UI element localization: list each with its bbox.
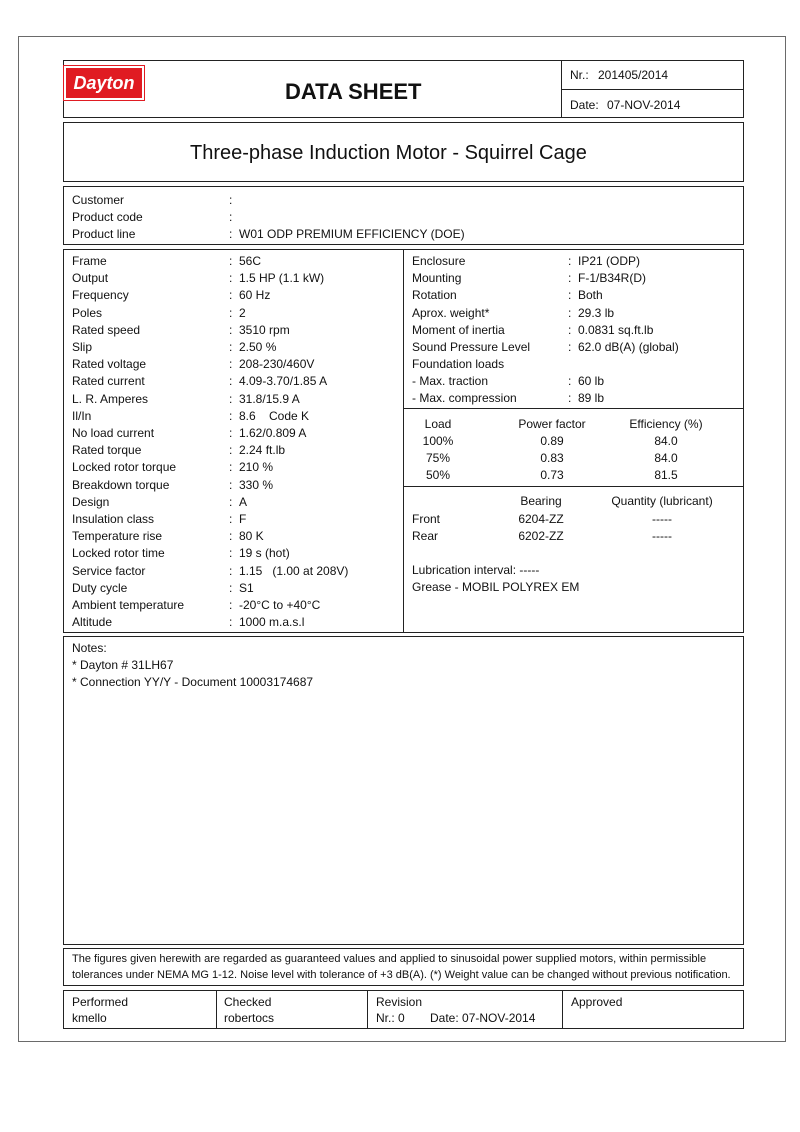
spec-value: 208-230/460V <box>239 357 315 372</box>
spec-label: Enclosure <box>412 254 466 268</box>
load-table-cell: 84.0 <box>654 451 678 465</box>
note-line: * Connection YY/Y - Document 10003174687 <box>72 675 314 689</box>
info-label: Product code <box>72 210 143 224</box>
bearing-model: 6202-ZZ <box>518 529 564 543</box>
separator-colon: : <box>229 305 233 320</box>
spec-label: Rated speed <box>72 322 141 337</box>
separator-colon: : <box>229 322 233 337</box>
spec-value: 80 K <box>239 529 264 544</box>
separator-colon: : <box>229 374 233 389</box>
spec-value: 19 s (hot) <box>239 546 290 561</box>
foundation-label: - Max. compression <box>412 391 517 405</box>
separator-colon: : <box>568 374 572 388</box>
spec-value: 0.0831 sq.ft.lb <box>578 322 654 337</box>
spec-value: F-1/B34R(D) <box>578 271 647 286</box>
load-table-header: Efficiency (%) <box>629 417 703 431</box>
spec-label: Output <box>72 271 109 286</box>
spec-label: No load current <box>72 426 155 440</box>
spec-value: -20°C to +40°C <box>239 598 321 612</box>
spec-value: 2.50 % <box>239 340 277 354</box>
separator-colon: : <box>229 340 233 354</box>
date-value: 07-NOV-2014 <box>607 98 681 112</box>
grease-type: Grease - MOBIL POLYREX EM <box>412 580 580 594</box>
performed-value: kmello <box>72 1011 107 1025</box>
bearing-quantity: ----- <box>652 529 672 543</box>
bearing-quantity: ----- <box>652 512 672 526</box>
footnote-line-1: The figures given herewith are regarded as guaranteed values and applied to sinusoidal power supplied motors, within permissible <box>72 953 707 965</box>
spec-value: 62.0 dB(A) (global) <box>578 340 679 354</box>
spec-label: Il/In <box>72 408 92 423</box>
spec-value: 29.3 lb <box>578 305 615 320</box>
checked-label: Checked <box>224 995 272 1009</box>
spec-value: 2 <box>239 305 246 320</box>
bearing-position: Front <box>412 512 441 526</box>
load-table-cell: 0.89 <box>540 434 564 448</box>
spec-label: Temperature rise <box>72 529 163 544</box>
separator-colon: : <box>229 408 233 423</box>
separator-colon: : <box>229 193 233 207</box>
load-table-cell: 81.5 <box>654 468 678 482</box>
spec-value: 1.5 HP (1.1 kW) <box>239 271 325 286</box>
performed-label: Performed <box>72 995 129 1009</box>
spec-label: Insulation class <box>72 512 155 526</box>
load-table-cell: 0.83 <box>540 451 564 465</box>
separator-colon: : <box>229 288 233 303</box>
separator-colon: : <box>229 512 233 526</box>
date-label: Date: <box>570 98 599 112</box>
separator-colon: : <box>229 391 233 406</box>
load-table-cell: 0.73 <box>540 468 564 482</box>
spec-label: Altitude <box>72 615 113 630</box>
separator-colon: : <box>229 580 233 595</box>
spec-value: 3510 rpm <box>239 322 290 337</box>
separator-colon: : <box>229 598 233 612</box>
spec-label: Aprox. weight* <box>412 305 490 320</box>
spec-value: S1 <box>239 580 254 595</box>
foundation-label: - Max. traction <box>412 374 489 388</box>
separator-colon: : <box>229 271 233 286</box>
spec-value: 2.24 ft.lb <box>239 443 286 458</box>
approved-label: Approved <box>571 995 623 1009</box>
motor-type-title: Three-phase Induction Motor - Squirrel Cage <box>190 142 587 164</box>
separator-colon: : <box>229 443 233 458</box>
separator-colon: : <box>229 227 233 241</box>
load-table-header: Load <box>424 417 452 431</box>
spec-value: 60 Hz <box>239 288 271 303</box>
spec-value: 31.8/15.9 A <box>239 391 300 406</box>
nr-value: 201405/2014 <box>598 68 669 82</box>
spec-label: Breakdown torque <box>72 477 170 492</box>
spec-label: Service factor <box>72 563 146 578</box>
separator-colon: : <box>568 288 572 303</box>
foundation-value: 60 lb <box>578 374 605 388</box>
spec-label: Poles <box>72 305 103 320</box>
separator-colon: : <box>229 426 233 440</box>
quantity-header: Quantity (lubricant) <box>611 494 713 508</box>
notes-title: Notes: <box>72 641 107 655</box>
info-value: W01 ODP PREMIUM EFFICIENCY (DOE) <box>239 227 465 241</box>
spec-label: L. R. Amperes <box>72 391 149 406</box>
spec-value: 330 % <box>239 477 274 492</box>
separator-colon: : <box>229 546 233 561</box>
spec-label: Design <box>72 494 110 509</box>
spec-label: Frequency <box>72 288 129 303</box>
note-line: * Dayton # 31LH67 <box>72 658 174 672</box>
separator-colon: : <box>568 254 572 268</box>
load-table-cell: 75% <box>425 451 451 465</box>
info-label: Product line <box>72 227 136 241</box>
spec-label: Rated voltage <box>72 357 147 372</box>
spec-label: Moment of inertia <box>412 322 505 337</box>
document-title: DATA SHEET <box>285 79 422 104</box>
foundation-title: Foundation loads <box>412 357 505 371</box>
separator-colon: : <box>229 477 233 492</box>
checked-value: robertocs <box>224 1011 275 1025</box>
spec-label: Ambient temperature <box>72 598 185 612</box>
separator-colon: : <box>229 210 233 224</box>
dayton-logo: Dayton <box>64 66 144 100</box>
bearing-header: Bearing <box>520 494 562 508</box>
info-label: Customer <box>72 193 125 207</box>
footnote-line-2: tolerances under NEMA MG 1-12. Noise level with tolerance of +3 dB(A). (*) Weight value can be changed without previous notification. <box>72 969 731 981</box>
spec-value: F <box>239 512 247 526</box>
load-table-header: Power factor <box>518 417 586 431</box>
spec-label: Rotation <box>412 288 457 303</box>
spec-value: 56C <box>239 254 262 268</box>
revision-label: Revision <box>376 995 423 1009</box>
spec-value: A <box>239 494 248 509</box>
spec-value: 4.09-3.70/1.85 A <box>239 374 328 389</box>
spec-value: 210 % <box>239 460 274 475</box>
spec-value: 1.15 (1.00 at 208V) <box>239 563 349 578</box>
spec-value: 1.62/0.809 A <box>239 426 307 440</box>
bearing-position: Rear <box>412 529 439 543</box>
bearing-model: 6204-ZZ <box>518 512 564 526</box>
spec-label: Rated torque <box>72 443 142 458</box>
separator-colon: : <box>568 305 572 320</box>
separator-colon: : <box>568 322 572 337</box>
spec-value: 1000 m.a.s.l <box>239 615 305 630</box>
separator-colon: : <box>568 340 572 354</box>
spec-label: Slip <box>72 340 93 354</box>
spec-label: Locked rotor torque <box>72 460 177 475</box>
separator-colon: : <box>229 615 233 630</box>
revision-nr: Nr.: 0 <box>376 1011 405 1025</box>
separator-colon: : <box>229 529 233 544</box>
separator-colon: : <box>568 271 572 286</box>
spec-value: Both <box>578 288 603 303</box>
spec-value: 8.6 Code K <box>239 408 310 423</box>
separator-colon: : <box>229 357 233 372</box>
spec-label: Mounting <box>412 271 462 286</box>
foundation-value: 89 lb <box>578 391 605 405</box>
separator-colon: : <box>229 494 233 509</box>
separator-colon: : <box>229 460 233 475</box>
lubrication-interval: Lubrication interval: ----- <box>412 563 540 577</box>
nr-label: Nr.: <box>570 68 589 82</box>
load-table-cell: 100% <box>422 434 454 448</box>
separator-colon: : <box>568 391 572 405</box>
spec-value: IP21 (ODP) <box>578 254 641 268</box>
load-table-cell: 84.0 <box>654 434 678 448</box>
spec-label: Duty cycle <box>72 580 128 595</box>
load-table-cell: 50% <box>425 468 451 482</box>
separator-colon: : <box>229 563 233 578</box>
spec-label: Frame <box>72 254 107 268</box>
revision-date: Date: 07-NOV-2014 <box>430 1011 536 1025</box>
spec-label: Sound Pressure Level <box>412 340 531 354</box>
separator-colon: : <box>229 254 233 268</box>
spec-label: Locked rotor time <box>72 546 165 561</box>
spec-label: Rated current <box>72 374 145 389</box>
